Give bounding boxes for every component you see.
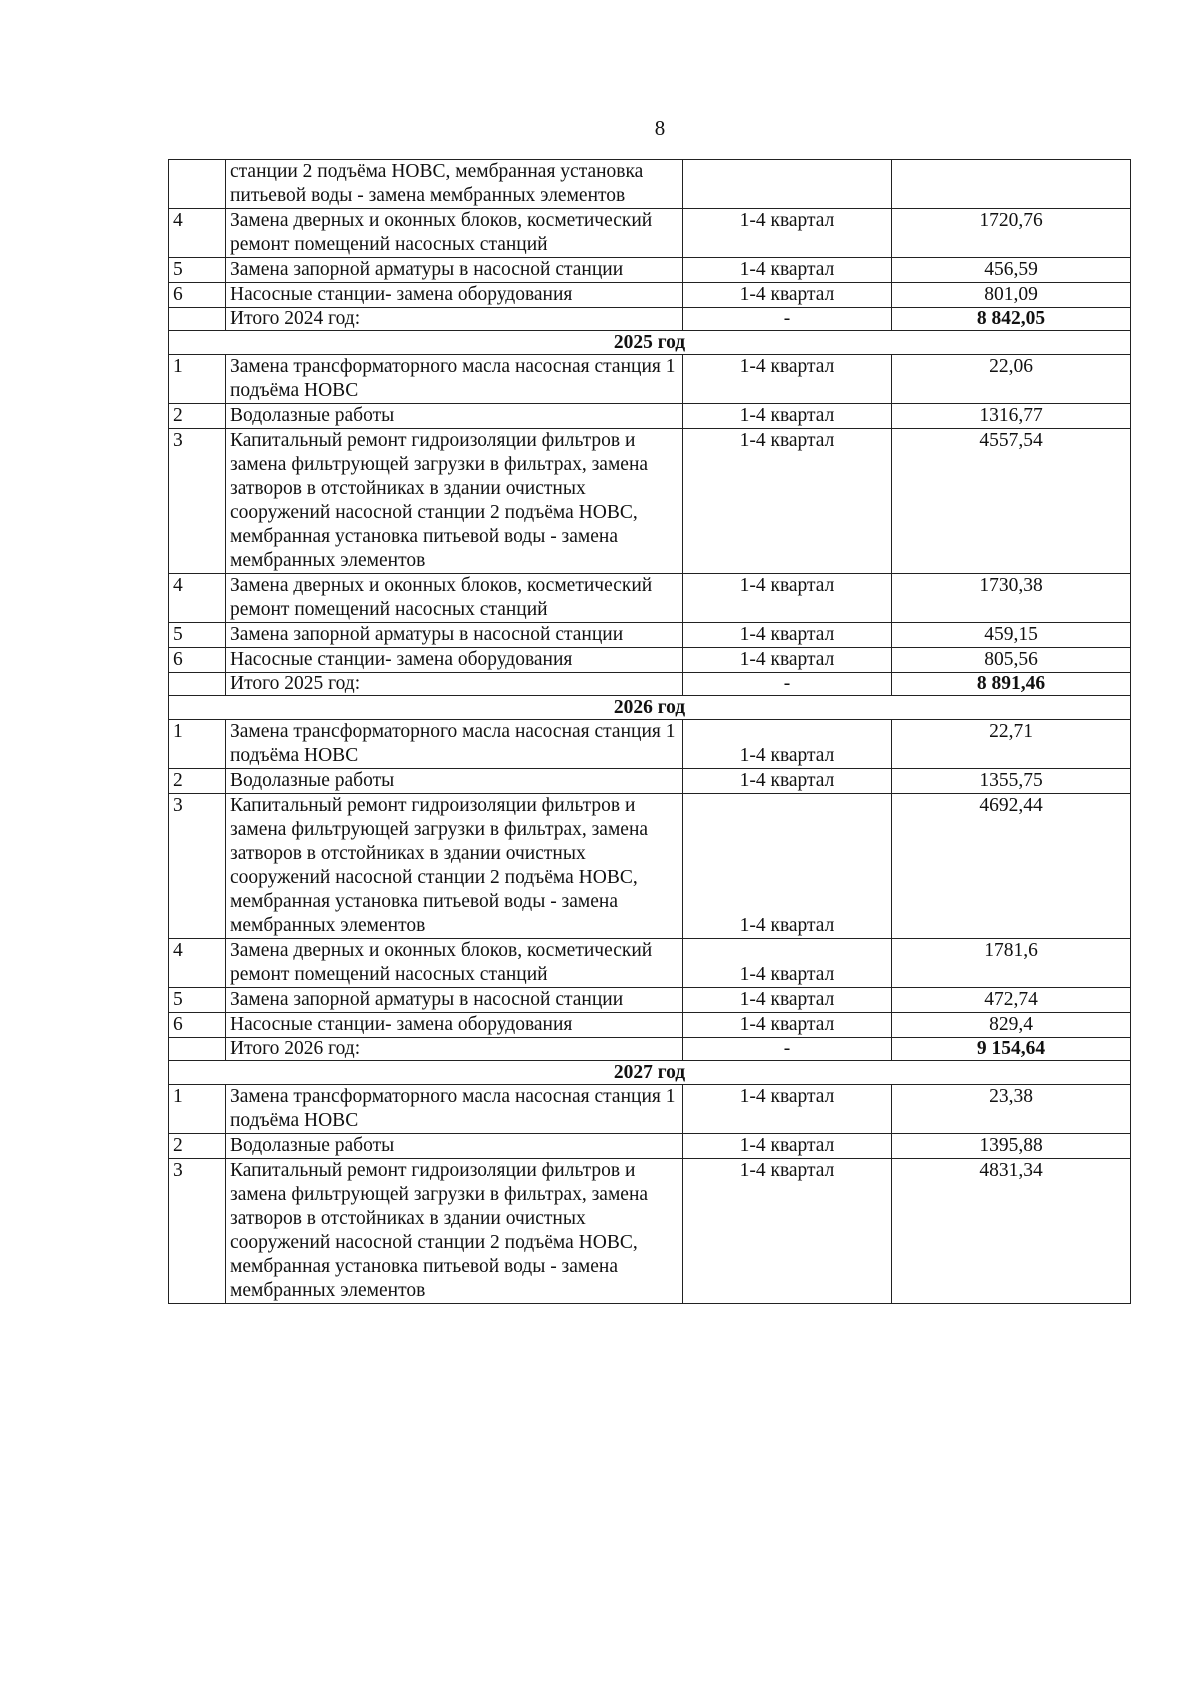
table-row	[169, 769, 1131, 794]
total-label: Итого 2025 год:	[226, 673, 683, 696]
row-number: 4	[169, 574, 226, 623]
row-number: 4	[169, 939, 226, 988]
table-row	[169, 209, 1131, 258]
year-heading: 2027 год	[169, 1061, 1131, 1085]
row-number: 5	[169, 988, 226, 1013]
table-row	[169, 1085, 1131, 1134]
row-number: 2	[169, 404, 226, 429]
table-row	[169, 574, 1131, 623]
total-row	[169, 673, 1131, 696]
total-row	[169, 1038, 1131, 1061]
work-sum: 4692,44	[892, 794, 1131, 939]
page-number: 8	[654, 116, 666, 140]
work-name: Капитальный ремонт гидроизоляции фильтров и замена фильтрующей загрузки в фильтрах, замена затворов в отстойниках в здании очистных сооружений насосной станции 2 подъёма НОВС, мембранная установка питьевой воды - замена мембранных элементов	[226, 429, 683, 574]
total-period: -	[683, 308, 892, 331]
work-name: Насосные станции- замена оборудования	[226, 648, 683, 673]
total-label: Итого 2026 год:	[226, 1038, 683, 1061]
year-header-row	[169, 331, 1131, 355]
work-period: 1-4 квартал	[683, 1013, 892, 1038]
work-sum: 1316,77	[892, 404, 1131, 429]
work-sum: 1720,76	[892, 209, 1131, 258]
row-number: 6	[169, 648, 226, 673]
work-sum: 805,56	[892, 648, 1131, 673]
work-name: Замена трансформаторного масла насосная станция 1 подъёма НОВС	[226, 720, 683, 769]
work-sum: 456,59	[892, 258, 1131, 283]
work-name: Водолазные работы	[226, 404, 683, 429]
work-period: 1-4 квартал	[683, 355, 892, 404]
work-period: 1-4 квартал	[683, 794, 892, 939]
work-name: Насосные станции- замена оборудования	[226, 1013, 683, 1038]
total-sum: 8 891,46	[892, 673, 1131, 696]
row-number: 1	[169, 355, 226, 404]
work-period: 1-4 квартал	[683, 1159, 892, 1304]
table-row	[169, 404, 1131, 429]
table-row	[169, 720, 1131, 769]
work-period: 1-4 квартал	[683, 209, 892, 258]
total-num-cell	[169, 308, 226, 331]
table-row	[169, 429, 1131, 574]
table-row	[169, 623, 1131, 648]
work-name: Замена трансформаторного масла насосная станция 1 подъёма НОВС	[226, 1085, 683, 1134]
work-sum: 23,38	[892, 1085, 1131, 1134]
row-number: 5	[169, 258, 226, 283]
work-sum: 1395,88	[892, 1134, 1131, 1159]
total-period: -	[683, 673, 892, 696]
table-row	[169, 258, 1131, 283]
work-period: 1-4 квартал	[683, 574, 892, 623]
table-row	[169, 1159, 1131, 1304]
table-row	[169, 283, 1131, 308]
row-number: 1	[169, 720, 226, 769]
row-number: 3	[169, 1159, 226, 1304]
work-name: Замена трансформаторного масла насосная станция 1 подъёма НОВС	[226, 355, 683, 404]
work-sum: 22,06	[892, 355, 1131, 404]
total-period: -	[683, 1038, 892, 1061]
year-header-row	[169, 1061, 1131, 1085]
work-period: 1-4 квартал	[683, 720, 892, 769]
work-name: Замена запорной арматуры в насосной станции	[226, 988, 683, 1013]
work-name: Замена дверных и оконных блоков, косметический ремонт помещений насосных станций	[226, 574, 683, 623]
row-number: 6	[169, 283, 226, 308]
total-num-cell	[169, 673, 226, 696]
work-period: 1-4 квартал	[683, 1134, 892, 1159]
work-sum: 4831,34	[892, 1159, 1131, 1304]
work-name: Насосные станции- замена оборудования	[226, 283, 683, 308]
work-sum: 459,15	[892, 623, 1131, 648]
work-period: 1-4 квартал	[683, 769, 892, 794]
work-name: Замена дверных и оконных блоков, косметический ремонт помещений насосных станций	[226, 209, 683, 258]
work-sum: 472,74	[892, 988, 1131, 1013]
work-name: Замена запорной арматуры в насосной станции	[226, 258, 683, 283]
work-name: Замена дверных и оконных блоков, косметический ремонт помещений насосных станций	[226, 939, 683, 988]
total-num-cell	[169, 1038, 226, 1061]
work-name: Капитальный ремонт гидроизоляции фильтров и замена фильтрующей загрузки в фильтрах, замена затворов в отстойниках в здании очистных сооружений насосной станции 2 подъёма НОВС, мембранная установка питьевой воды - замена мембранных элементов	[226, 1159, 683, 1304]
work-name: Замена запорной арматуры в насосной станции	[226, 623, 683, 648]
work-sum: 4557,54	[892, 429, 1131, 574]
work-name: Капитальный ремонт гидроизоляции фильтров и замена фильтрующей загрузки в фильтрах, замена затворов в отстойниках в здании очистных сооружений насосной станции 2 подъёма НОВС, мембранная установка питьевой воды - замена мембранных элементов	[226, 794, 683, 939]
row-number: 5	[169, 623, 226, 648]
work-period: 1-4 квартал	[683, 988, 892, 1013]
work-period: 1-4 квартал	[683, 623, 892, 648]
row-number: 2	[169, 769, 226, 794]
table-row	[169, 1013, 1131, 1038]
work-name: станции 2 подъёма НОВС, мембранная установка питьевой воды - замена мембранных элементов	[226, 160, 683, 209]
work-sum: 829,4	[892, 1013, 1131, 1038]
work-period: 1-4 квартал	[683, 283, 892, 308]
work-name: Водолазные работы	[226, 769, 683, 794]
work-period: 1-4 квартал	[683, 429, 892, 574]
work-sum: 1355,75	[892, 769, 1131, 794]
table-row	[169, 1134, 1131, 1159]
year-header-row	[169, 696, 1131, 720]
total-sum: 8 842,05	[892, 308, 1131, 331]
row-number: 2	[169, 1134, 226, 1159]
table-row	[169, 939, 1131, 988]
work-sum: 1781,6	[892, 939, 1131, 988]
work-sum	[892, 160, 1131, 209]
row-number: 1	[169, 1085, 226, 1134]
work-period: 1-4 квартал	[683, 404, 892, 429]
table-row	[169, 794, 1131, 939]
table-row	[169, 160, 1131, 209]
total-row	[169, 308, 1131, 331]
year-heading: 2026 год	[169, 696, 1131, 720]
row-number: 6	[169, 1013, 226, 1038]
repair-plan-table	[168, 159, 1131, 1304]
row-number	[169, 160, 226, 209]
table-row	[169, 648, 1131, 673]
work-sum: 22,71	[892, 720, 1131, 769]
table-body	[169, 160, 1131, 1304]
row-number: 3	[169, 794, 226, 939]
work-period: 1-4 квартал	[683, 648, 892, 673]
total-label: Итого 2024 год:	[226, 308, 683, 331]
work-sum: 1730,38	[892, 574, 1131, 623]
row-number: 4	[169, 209, 226, 258]
work-sum: 801,09	[892, 283, 1131, 308]
year-heading: 2025 год	[169, 331, 1131, 355]
work-period: 1-4 квартал	[683, 939, 892, 988]
work-period	[683, 160, 892, 209]
work-period: 1-4 квартал	[683, 258, 892, 283]
total-sum: 9 154,64	[892, 1038, 1131, 1061]
row-number: 3	[169, 429, 226, 574]
table-row	[169, 988, 1131, 1013]
work-name: Водолазные работы	[226, 1134, 683, 1159]
work-period: 1-4 квартал	[683, 1085, 892, 1134]
table-row	[169, 355, 1131, 404]
